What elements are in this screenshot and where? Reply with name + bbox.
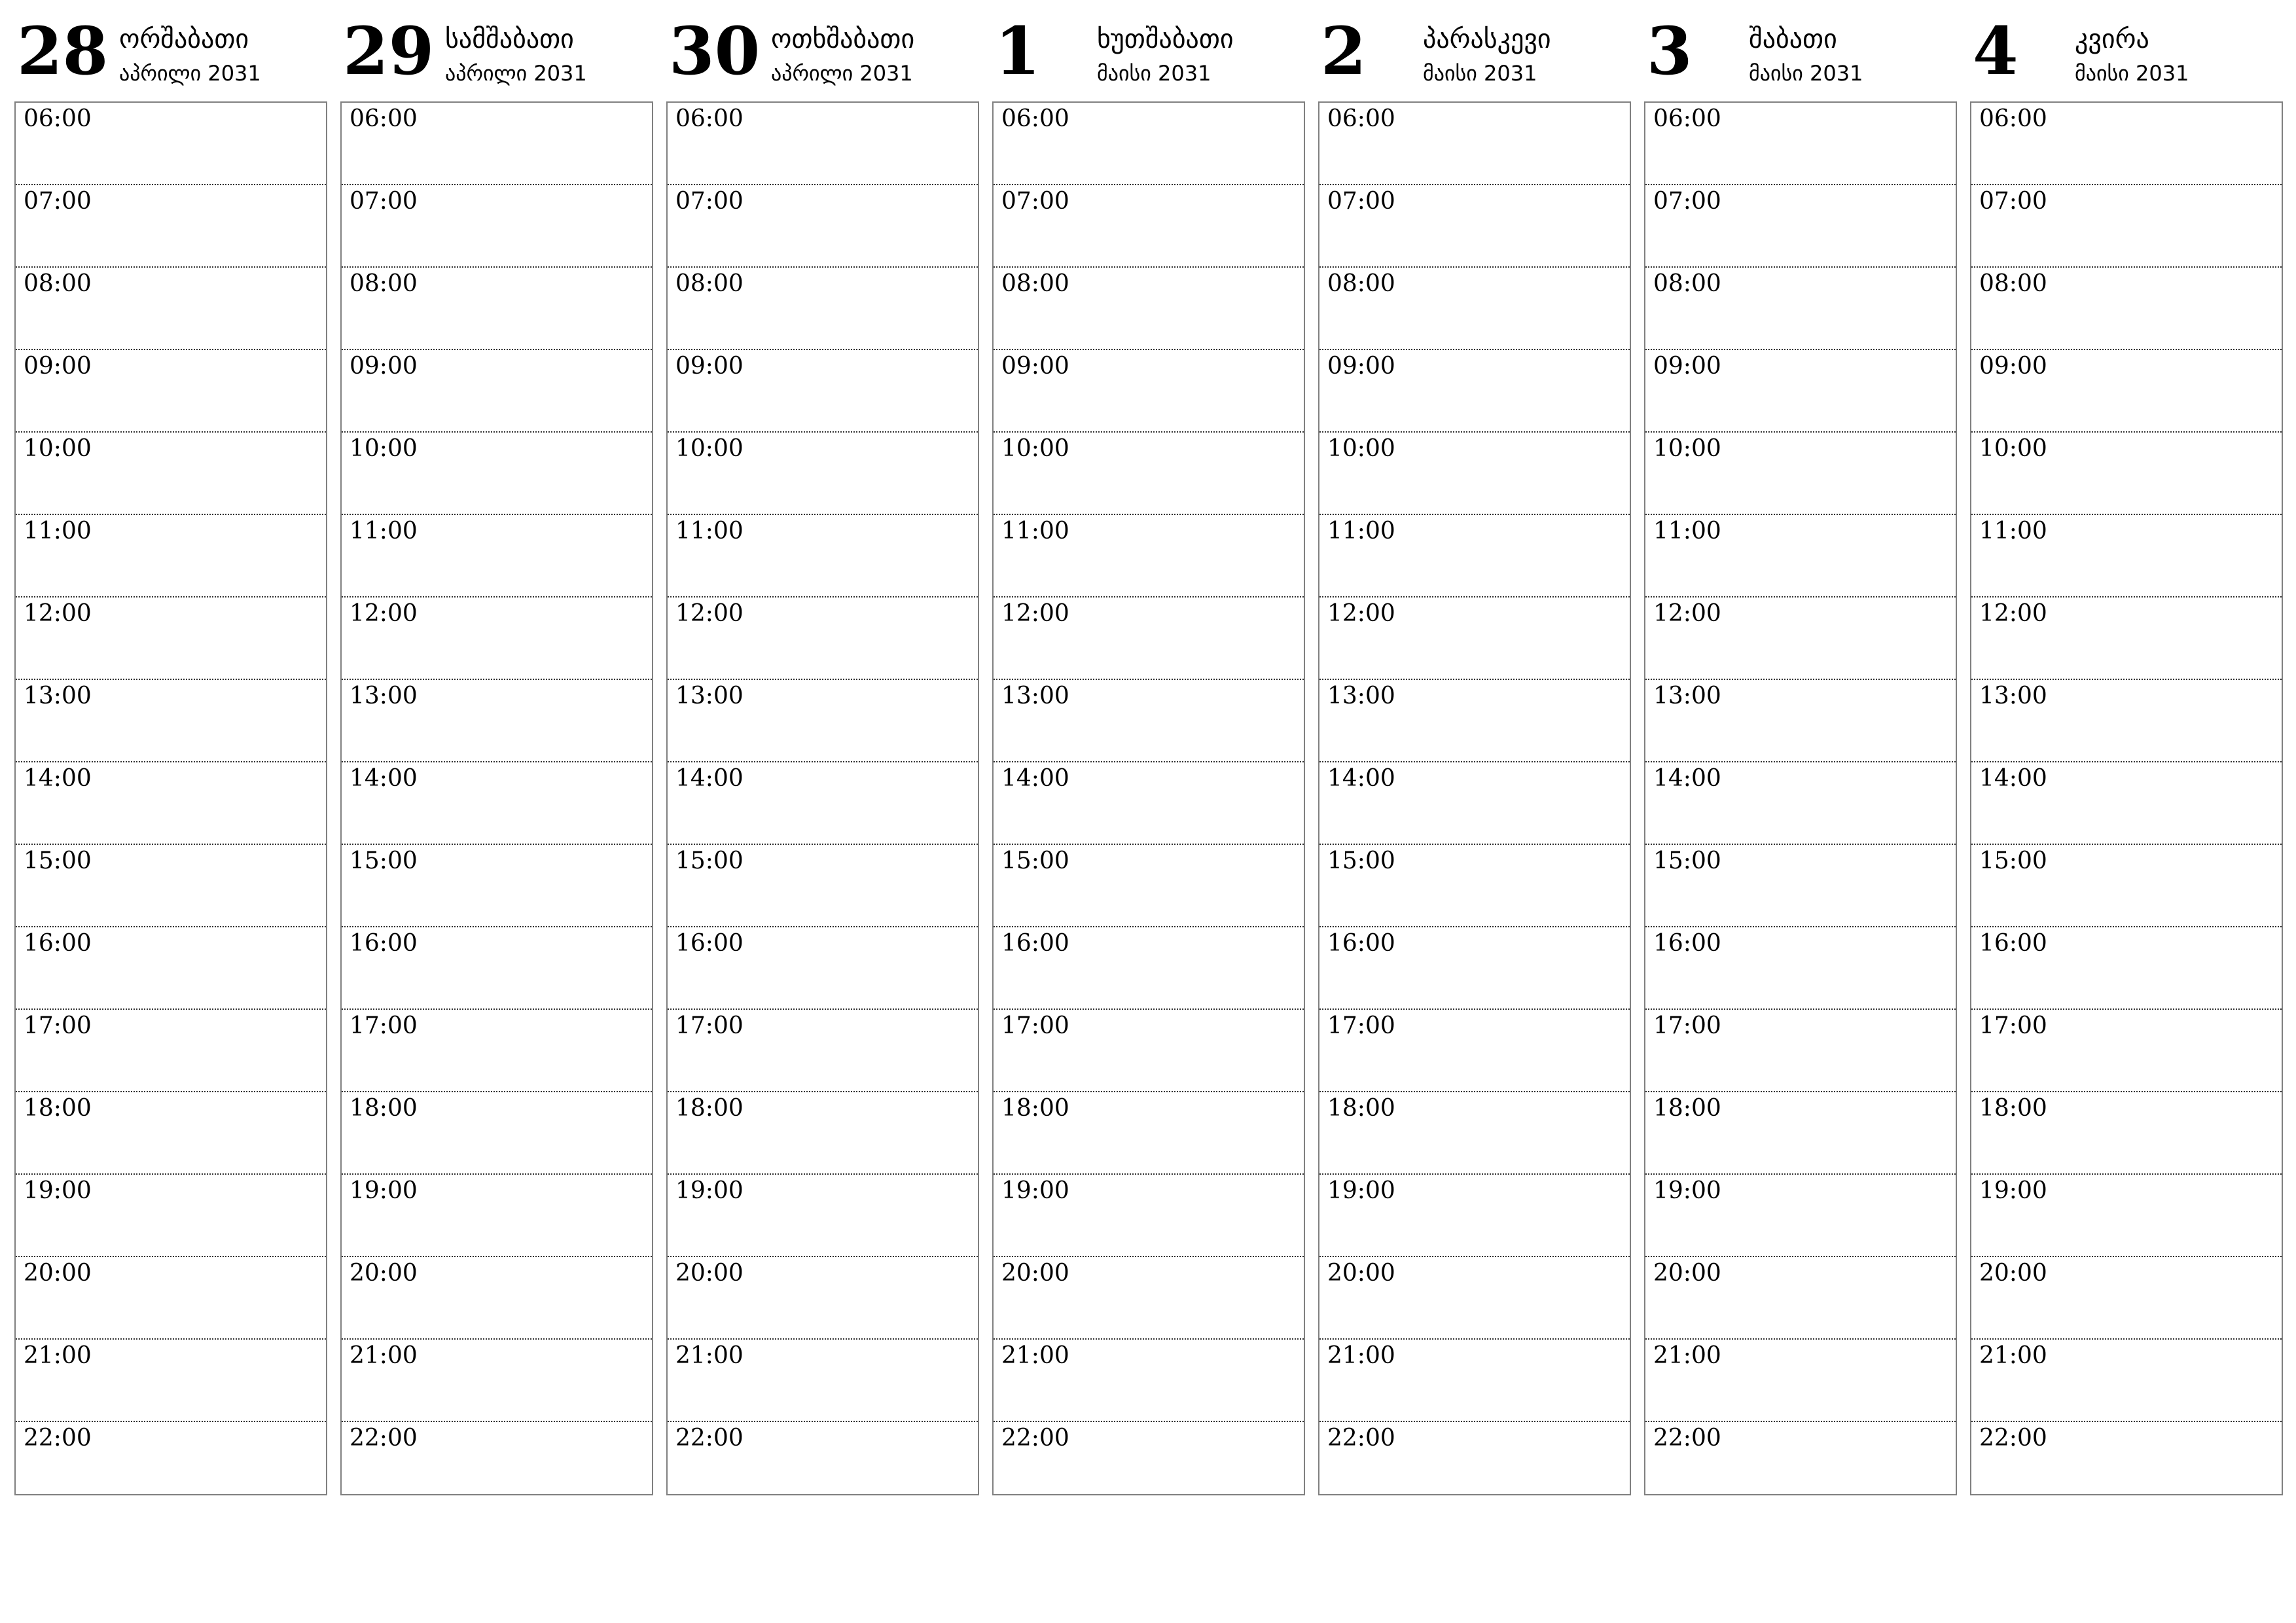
time-slot[interactable] <box>1319 1257 1630 1340</box>
month-year: მაისი 2031 <box>2075 61 2189 86</box>
time-label: 19:00 <box>1653 1177 1721 1204</box>
time-slot[interactable] <box>1319 185 1630 268</box>
time-slot[interactable] <box>1319 597 1630 680</box>
time-label: 21:00 <box>675 1342 744 1369</box>
time-slot[interactable] <box>994 1340 1304 1422</box>
time-label: 19:00 <box>1979 1177 2047 1204</box>
time-slot[interactable] <box>1971 927 2282 1010</box>
time-slot[interactable] <box>1971 680 2282 762</box>
time-slot[interactable] <box>1319 350 1630 433</box>
day-column <box>666 0 979 1505</box>
time-slot[interactable] <box>16 103 326 185</box>
time-label: 21:00 <box>1653 1342 1721 1369</box>
time-label: 16:00 <box>1001 930 1069 957</box>
time-slot[interactable] <box>342 1092 652 1175</box>
time-slot[interactable] <box>1971 515 2282 597</box>
day-column <box>1644 0 1957 1505</box>
time-slot[interactable] <box>1319 1340 1630 1422</box>
time-label: 11:00 <box>1001 518 1069 544</box>
time-label: 20:00 <box>24 1260 92 1287</box>
time-slot[interactable] <box>994 1175 1304 1257</box>
time-slot[interactable] <box>16 845 326 927</box>
time-slot[interactable] <box>1971 1010 2282 1092</box>
time-slot[interactable] <box>16 927 326 1010</box>
time-label: 17:00 <box>675 1012 744 1039</box>
time-label: 16:00 <box>1653 930 1721 957</box>
month-year: აპრილი 2031 <box>119 61 261 86</box>
time-slot[interactable] <box>668 103 978 185</box>
time-label: 15:00 <box>350 847 418 874</box>
day-header <box>340 0 653 98</box>
day-number: 1 <box>995 12 1041 90</box>
time-slot[interactable] <box>342 762 652 845</box>
time-grid <box>1644 101 1957 1495</box>
time-label: 19:00 <box>1327 1177 1395 1204</box>
time-slot[interactable] <box>16 597 326 680</box>
time-slot[interactable] <box>994 1257 1304 1340</box>
time-label: 22:00 <box>24 1425 92 1452</box>
time-label: 07:00 <box>1001 188 1069 215</box>
time-label: 10:00 <box>1979 435 2047 462</box>
time-label: 12:00 <box>1001 600 1069 627</box>
time-label: 22:00 <box>1979 1425 2047 1452</box>
time-slot[interactable] <box>1971 433 2282 515</box>
time-label: 11:00 <box>24 518 92 544</box>
time-slot[interactable] <box>1319 927 1630 1010</box>
time-slot[interactable] <box>994 350 1304 433</box>
time-label: 11:00 <box>1327 518 1395 544</box>
time-slot[interactable] <box>1319 1175 1630 1257</box>
weekly-planner <box>14 0 2283 1505</box>
time-slot[interactable] <box>1319 680 1630 762</box>
time-label: 10:00 <box>675 435 744 462</box>
time-slot[interactable] <box>994 927 1304 1010</box>
day-number: 30 <box>669 12 761 90</box>
time-label: 14:00 <box>675 765 744 792</box>
time-slot[interactable] <box>668 1257 978 1340</box>
time-slot[interactable] <box>342 185 652 268</box>
time-slot[interactable] <box>668 268 978 350</box>
time-slot[interactable] <box>342 1010 652 1092</box>
time-grid <box>666 101 979 1495</box>
time-label: 09:00 <box>1979 353 2047 380</box>
time-slot[interactable] <box>1645 1340 1956 1422</box>
time-label: 09:00 <box>1327 353 1395 380</box>
time-slot[interactable] <box>994 433 1304 515</box>
time-slot[interactable] <box>994 762 1304 845</box>
time-slot[interactable] <box>1971 350 2282 433</box>
time-slot[interactable] <box>16 350 326 433</box>
weekday-name: ოთხშაბათი <box>771 24 915 54</box>
weekday-name: ხუთშაბათი <box>1097 24 1234 54</box>
time-slot[interactable] <box>1645 762 1956 845</box>
time-label: 11:00 <box>1653 518 1721 544</box>
time-label: 10:00 <box>1653 435 1721 462</box>
time-label: 07:00 <box>350 188 418 215</box>
time-label: 07:00 <box>1327 188 1395 215</box>
time-label: 13:00 <box>24 683 92 709</box>
time-label: 16:00 <box>350 930 418 957</box>
time-slot[interactable] <box>1319 515 1630 597</box>
time-label: 15:00 <box>1979 847 2047 874</box>
time-label: 11:00 <box>675 518 744 544</box>
time-slot[interactable] <box>1971 762 2282 845</box>
time-label: 13:00 <box>350 683 418 709</box>
time-slot[interactable] <box>1645 433 1956 515</box>
time-label: 22:00 <box>1001 1425 1069 1452</box>
time-label: 06:00 <box>1653 105 1721 132</box>
time-slot[interactable] <box>668 597 978 680</box>
time-label: 14:00 <box>1653 765 1721 792</box>
time-slot[interactable] <box>1971 1257 2282 1340</box>
time-label: 14:00 <box>1001 765 1069 792</box>
time-slot[interactable] <box>16 1092 326 1175</box>
time-slot[interactable] <box>994 597 1304 680</box>
time-slot[interactable] <box>1319 1010 1630 1092</box>
weekday-name: შაბათი <box>1749 24 1837 54</box>
time-label: 15:00 <box>675 847 744 874</box>
time-slot[interactable] <box>994 845 1304 927</box>
time-label: 17:00 <box>1001 1012 1069 1039</box>
time-label: 12:00 <box>1653 600 1721 627</box>
time-label: 17:00 <box>1653 1012 1721 1039</box>
time-slot[interactable] <box>1971 1175 2282 1257</box>
time-slot[interactable] <box>342 927 652 1010</box>
time-label: 17:00 <box>350 1012 418 1039</box>
time-slot[interactable] <box>994 1092 1304 1175</box>
time-slot[interactable] <box>16 762 326 845</box>
time-slot[interactable] <box>668 927 978 1010</box>
time-slot[interactable] <box>668 515 978 597</box>
time-label: 13:00 <box>1653 683 1721 709</box>
time-slot[interactable] <box>1645 515 1956 597</box>
time-slot[interactable] <box>1971 597 2282 680</box>
time-label: 15:00 <box>24 847 92 874</box>
time-slot[interactable] <box>1645 185 1956 268</box>
time-slot[interactable] <box>1645 1422 1956 1503</box>
time-slot[interactable] <box>16 1175 326 1257</box>
time-label: 20:00 <box>1653 1260 1721 1287</box>
time-slot[interactable] <box>668 845 978 927</box>
weekday-name: კვირა <box>2075 24 2149 54</box>
time-slot[interactable] <box>342 680 652 762</box>
time-slot[interactable] <box>1971 185 2282 268</box>
time-label: 07:00 <box>24 188 92 215</box>
time-slot[interactable] <box>16 1422 326 1503</box>
time-label: 16:00 <box>24 930 92 957</box>
time-slot[interactable] <box>1319 103 1630 185</box>
time-slot[interactable] <box>1645 845 1956 927</box>
time-slot[interactable] <box>1971 268 2282 350</box>
time-label: 12:00 <box>350 600 418 627</box>
time-slot[interactable] <box>1645 680 1956 762</box>
time-label: 12:00 <box>1979 600 2047 627</box>
time-label: 13:00 <box>1001 683 1069 709</box>
time-slot[interactable] <box>342 433 652 515</box>
time-label: 22:00 <box>1653 1425 1721 1452</box>
time-label: 14:00 <box>350 765 418 792</box>
time-label: 16:00 <box>675 930 744 957</box>
time-label: 16:00 <box>1327 930 1395 957</box>
time-label: 07:00 <box>1979 188 2047 215</box>
time-label: 18:00 <box>1979 1095 2047 1122</box>
time-label: 09:00 <box>1653 353 1721 380</box>
time-slot[interactable] <box>668 1422 978 1503</box>
time-label: 10:00 <box>1327 435 1395 462</box>
time-label: 10:00 <box>350 435 418 462</box>
day-number: 3 <box>1647 12 1693 90</box>
time-label: 20:00 <box>350 1260 418 1287</box>
time-label: 19:00 <box>350 1177 418 1204</box>
time-label: 06:00 <box>1001 105 1069 132</box>
day-header <box>1318 0 1631 98</box>
time-label: 08:00 <box>1979 270 2047 297</box>
day-header <box>992 0 1305 98</box>
weekday-name: სამშაბათი <box>445 24 574 54</box>
time-label: 13:00 <box>675 683 744 709</box>
time-slot[interactable] <box>1971 1092 2282 1175</box>
time-label: 13:00 <box>1327 683 1395 709</box>
time-label: 19:00 <box>24 1177 92 1204</box>
time-label: 18:00 <box>350 1095 418 1122</box>
day-column <box>14 0 327 1505</box>
time-slot[interactable] <box>342 515 652 597</box>
time-slot[interactable] <box>1319 845 1630 927</box>
time-slot[interactable] <box>1319 1092 1630 1175</box>
time-slot[interactable] <box>1319 268 1630 350</box>
weekday-name: პარასკევი <box>1423 24 1551 54</box>
time-slot[interactable] <box>342 268 652 350</box>
time-slot[interactable] <box>1645 268 1956 350</box>
time-label: 18:00 <box>1001 1095 1069 1122</box>
time-slot[interactable] <box>668 1010 978 1092</box>
time-grid <box>1318 101 1631 1495</box>
day-column <box>1318 0 1631 1505</box>
time-slot[interactable] <box>342 1422 652 1503</box>
time-slot[interactable] <box>342 1175 652 1257</box>
time-grid <box>340 101 653 1495</box>
time-slot[interactable] <box>16 515 326 597</box>
time-slot[interactable] <box>1645 103 1956 185</box>
time-slot[interactable] <box>342 350 652 433</box>
time-label: 22:00 <box>675 1425 744 1452</box>
time-label: 12:00 <box>1327 600 1395 627</box>
time-slot[interactable] <box>16 1257 326 1340</box>
time-label: 06:00 <box>350 105 418 132</box>
time-slot[interactable] <box>1645 1257 1956 1340</box>
time-slot[interactable] <box>342 845 652 927</box>
time-label: 19:00 <box>675 1177 744 1204</box>
time-label: 08:00 <box>675 270 744 297</box>
time-label: 22:00 <box>350 1425 418 1452</box>
time-label: 17:00 <box>24 1012 92 1039</box>
time-label: 15:00 <box>1327 847 1395 874</box>
time-slot[interactable] <box>994 515 1304 597</box>
time-label: 10:00 <box>24 435 92 462</box>
time-slot[interactable] <box>342 597 652 680</box>
time-label: 21:00 <box>350 1342 418 1369</box>
time-slot[interactable] <box>668 433 978 515</box>
time-slot[interactable] <box>1645 597 1956 680</box>
time-label: 21:00 <box>1327 1342 1395 1369</box>
time-label: 06:00 <box>1327 105 1395 132</box>
month-year: მაისი 2031 <box>1423 61 1537 86</box>
time-label: 08:00 <box>1653 270 1721 297</box>
time-label: 18:00 <box>24 1095 92 1122</box>
time-slot[interactable] <box>16 680 326 762</box>
time-label: 18:00 <box>1327 1095 1395 1122</box>
time-slot[interactable] <box>994 680 1304 762</box>
time-label: 06:00 <box>675 105 744 132</box>
time-label: 08:00 <box>24 270 92 297</box>
time-label: 09:00 <box>675 353 744 380</box>
time-slot[interactable] <box>1645 1010 1956 1092</box>
time-slot[interactable] <box>994 103 1304 185</box>
day-header <box>14 0 327 98</box>
day-column <box>340 0 653 1505</box>
month-year: მაისი 2031 <box>1097 61 1211 86</box>
month-year: აპრილი 2031 <box>445 61 587 86</box>
time-label: 07:00 <box>1653 188 1721 215</box>
time-label: 17:00 <box>1979 1012 2047 1039</box>
time-slot[interactable] <box>1645 1175 1956 1257</box>
day-number: 4 <box>1973 12 2018 90</box>
day-column <box>1970 0 2283 1505</box>
time-slot[interactable] <box>668 680 978 762</box>
time-label: 12:00 <box>24 600 92 627</box>
weekday-name: ორშაბათი <box>119 24 249 54</box>
time-label: 14:00 <box>24 765 92 792</box>
month-year: აპრილი 2031 <box>771 61 913 86</box>
time-slot[interactable] <box>1319 762 1630 845</box>
time-label: 15:00 <box>1001 847 1069 874</box>
time-label: 06:00 <box>1979 105 2047 132</box>
time-label: 21:00 <box>1001 1342 1069 1369</box>
time-slot[interactable] <box>1971 1340 2282 1422</box>
time-label: 06:00 <box>24 105 92 132</box>
day-header <box>666 0 979 98</box>
time-slot[interactable] <box>1971 103 2282 185</box>
time-slot[interactable] <box>1971 845 2282 927</box>
time-label: 08:00 <box>1327 270 1395 297</box>
time-label: 07:00 <box>675 188 744 215</box>
time-slot[interactable] <box>16 1010 326 1092</box>
time-slot[interactable] <box>16 1340 326 1422</box>
time-label: 10:00 <box>1001 435 1069 462</box>
time-label: 17:00 <box>1327 1012 1395 1039</box>
time-label: 14:00 <box>1979 765 2047 792</box>
time-slot[interactable] <box>994 185 1304 268</box>
time-label: 08:00 <box>1001 270 1069 297</box>
time-label: 20:00 <box>1001 1260 1069 1287</box>
time-label: 20:00 <box>1327 1260 1395 1287</box>
time-label: 09:00 <box>350 353 418 380</box>
time-label: 20:00 <box>1979 1260 2047 1287</box>
time-grid <box>14 101 327 1495</box>
time-slot[interactable] <box>668 185 978 268</box>
time-slot[interactable] <box>668 1340 978 1422</box>
day-column <box>992 0 1305 1505</box>
time-slot[interactable] <box>342 103 652 185</box>
month-year: მაისი 2031 <box>1749 61 1863 86</box>
time-label: 08:00 <box>350 270 418 297</box>
time-slot[interactable] <box>1971 1422 2282 1503</box>
time-label: 12:00 <box>675 600 744 627</box>
time-label: 22:00 <box>1327 1425 1395 1452</box>
day-header <box>1970 0 2283 98</box>
time-label: 13:00 <box>1979 683 2047 709</box>
time-slot[interactable] <box>1645 927 1956 1010</box>
time-slot[interactable] <box>1319 1422 1630 1503</box>
time-slot[interactable] <box>668 762 978 845</box>
time-label: 21:00 <box>24 1342 92 1369</box>
time-slot[interactable] <box>994 1010 1304 1092</box>
time-label: 19:00 <box>1001 1177 1069 1204</box>
time-label: 18:00 <box>1653 1095 1721 1122</box>
time-label: 09:00 <box>24 353 92 380</box>
time-grid <box>992 101 1305 1495</box>
time-slot[interactable] <box>668 1092 978 1175</box>
day-number: 28 <box>17 12 109 90</box>
time-slot[interactable] <box>342 1340 652 1422</box>
time-grid <box>1970 101 2283 1495</box>
time-slot[interactable] <box>1319 433 1630 515</box>
day-number: 2 <box>1321 12 1367 90</box>
time-slot[interactable] <box>668 1175 978 1257</box>
time-slot[interactable] <box>1645 1092 1956 1175</box>
time-label: 15:00 <box>1653 847 1721 874</box>
day-header <box>1644 0 1957 98</box>
time-label: 21:00 <box>1979 1342 2047 1369</box>
time-slot[interactable] <box>994 268 1304 350</box>
time-label: 14:00 <box>1327 765 1395 792</box>
time-slot[interactable] <box>342 1257 652 1340</box>
day-number: 29 <box>343 12 435 90</box>
time-slot[interactable] <box>668 350 978 433</box>
time-label: 11:00 <box>1979 518 2047 544</box>
time-label: 16:00 <box>1979 930 2047 957</box>
time-label: 11:00 <box>350 518 418 544</box>
time-slot[interactable] <box>16 433 326 515</box>
time-label: 18:00 <box>675 1095 744 1122</box>
time-label: 20:00 <box>675 1260 744 1287</box>
time-slot[interactable] <box>16 268 326 350</box>
time-slot[interactable] <box>16 185 326 268</box>
time-slot[interactable] <box>994 1422 1304 1503</box>
time-label: 09:00 <box>1001 353 1069 380</box>
time-slot[interactable] <box>1645 350 1956 433</box>
